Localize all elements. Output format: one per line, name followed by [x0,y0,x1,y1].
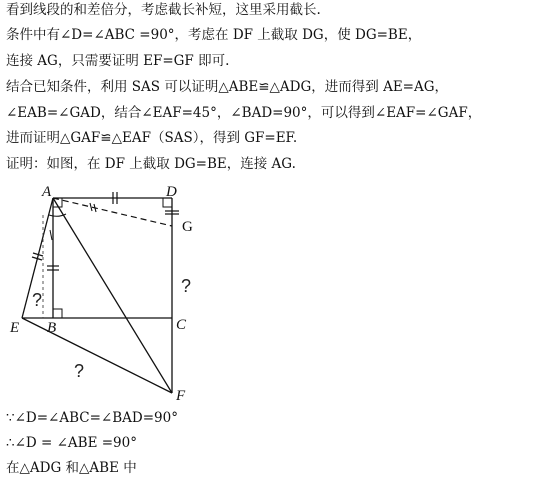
proof-line-1: ∵∠D=∠ABC=∠BAD=90° [6,410,178,426]
geometry-diagram [0,180,549,405]
intro-line-5: ∠EAB=∠GAD，结合∠EAF=45°，∠BAD=90°，可以得到∠EAF=∠GAF， [6,105,482,121]
label-f: F [176,388,186,404]
question-mark-gf: ? [181,276,192,296]
label-e: E [10,320,20,336]
geometry-figure [0,180,549,405]
intro-line-3: 连接 AG，只需要证明 EF=GF 即可. [6,53,230,69]
proof-line-3: 在△ADG 和△ABE 中 [6,460,137,476]
right-angle-mark-b [53,309,62,318]
proof-line-2: ∴∠D = ∠ABE =90° [6,435,137,451]
label-d: D [166,184,177,200]
tick-mark-ag [90,203,92,211]
label-b: B [47,320,57,336]
label-a: A [42,184,52,200]
question-mark-ef: ? [74,361,85,381]
question-mark-be: ? [32,290,43,310]
intro-line-4: 结合已知条件，利用 SAS 可以证明△ABE≌△ADG，进而得到 AE=AG， [6,79,449,95]
label-c: C [176,317,187,333]
intro-line-7: 证明：如图，在 DF 上截取 DG=BE，连接 AG. [6,156,296,172]
intro-line-1: 看到线段的和差倍分，考虑截长补短，这里采用截长. [6,2,321,18]
label-g: G [182,219,193,235]
intro-line-2: 条件中有∠D=∠ABC =90°，考虑在 DF 上截取 DG，使 DG=BE， [6,27,422,43]
intro-line-6: 进而证明△GAF≌△EAF（SAS），得到 GF=EF. [6,130,298,146]
angle-tick-a [50,230,52,240]
